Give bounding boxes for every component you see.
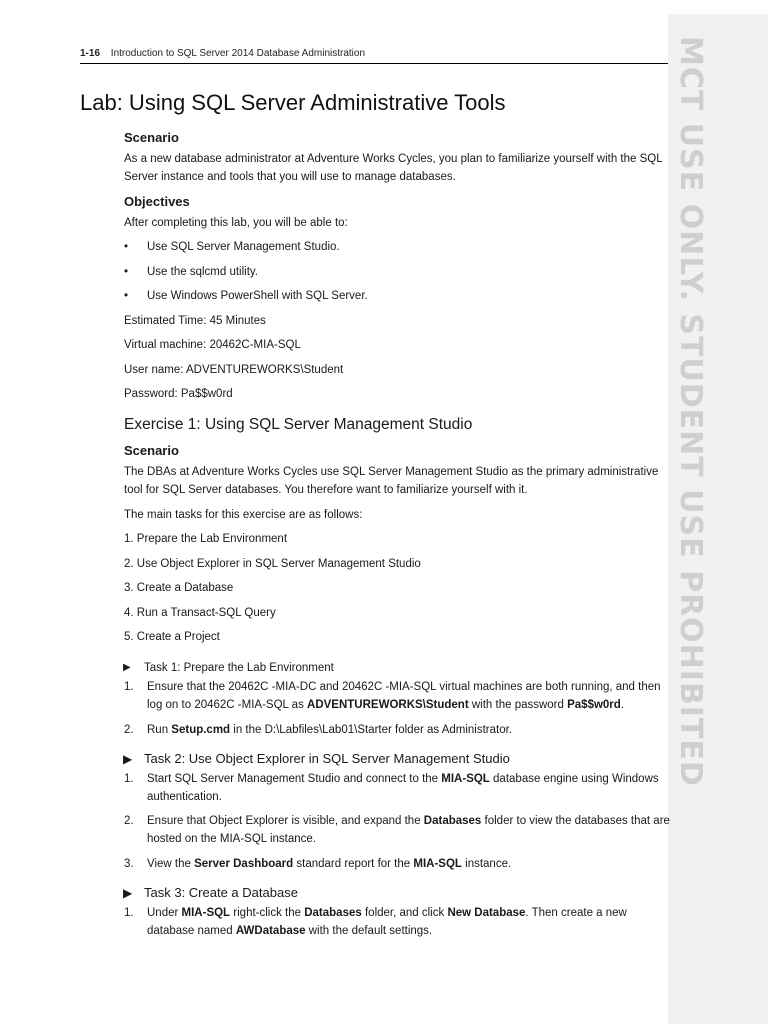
- step-item: 1. Under MIA-SQL right-click the Databases folder, and click New Database. Then create a new database named AWDatabase with the default settings.: [124, 906, 627, 937]
- task1-steps: [124, 678, 672, 739]
- step-item: 2. Ensure that Object Explorer is visible, and expand the Databases folder to view the databases that are hosted on the MIA-SQL instance.: [124, 815, 670, 845]
- list-item: 4. Run a Transact-SQL Query: [124, 606, 276, 619]
- task3-title: Task 3: Create a Database: [144, 884, 298, 900]
- list-item: • Use Windows PowerShell with SQL Server.: [124, 287, 672, 305]
- task2-steps: [124, 770, 672, 873]
- task3-heading: [124, 884, 672, 903]
- scenario-text: As a new database administrator at Adventure Works Cycles, you plan to familiarize yourself with the SQL Server instance and tools that you will use to manage databases.: [124, 153, 663, 183]
- page-number: 1-16: [80, 48, 101, 59]
- objectives-intro: After completing this lab, you will be able to:: [124, 216, 348, 229]
- list-item: 1. Prepare the Lab Environment: [124, 533, 288, 545]
- triangle-bullet-icon: ▶: [123, 662, 131, 673]
- tasks-intro: The main tasks for this exercise are as follows:: [124, 508, 363, 521]
- task1-title: Task 1: Prepare the Lab Environment: [144, 662, 334, 674]
- exercise-title: Exercise 1: Using SQL Server Management Studio: [124, 416, 473, 433]
- step-item: 3. View the Server Dashboard standard report for the MIA-SQL instance.: [124, 857, 512, 870]
- header-rule: [80, 63, 668, 64]
- objectives-list: [124, 238, 672, 305]
- task1-heading: [124, 659, 672, 677]
- task3-steps: [124, 904, 672, 940]
- step-item: 2. Run Setup.cmd in the D:\Labfiles\Lab01\Starter folder as Administrator.: [124, 723, 512, 736]
- list-item: • Use SQL Server Management Studio.: [124, 238, 672, 256]
- step-item: 1. Start SQL Server Management Studio and connect to the MIA-SQL database engine using Windows authentication.: [124, 772, 659, 803]
- exercise-scenario-text: The DBAs at Adventure Works Cycles use SQL Server Management Studio as the primary administrative tool for SQL Server databases. You therefore want to familiarize yourself with it.: [124, 466, 659, 496]
- scenario-heading: Scenario: [124, 130, 179, 145]
- triangle-bullet-icon: ▶: [123, 751, 133, 766]
- virtual-machine: Virtual machine: 20462C-MIA-SQL: [124, 339, 301, 351]
- task2-heading: [124, 750, 672, 769]
- estimated-time: Estimated Time: 45 Minutes: [124, 314, 266, 327]
- page-title: Lab: Using SQL Server Administrative Tools: [80, 90, 506, 115]
- triangle-bullet-icon: ▶: [123, 885, 133, 900]
- list-item: 2. Use Object Explorer in SQL Server Management Studio: [124, 557, 421, 570]
- exercise-scenario-heading: Scenario: [124, 443, 179, 458]
- list-item: 3. Create a Database: [124, 582, 234, 594]
- book-title: Introduction to SQL Server 2014 Database Administration: [110, 48, 366, 59]
- lab-content: [124, 129, 672, 946]
- step-item: 1. Ensure that the 20462C -MIA-DC and 20462C -MIA-SQL virtual machines are both running, and then log on to 20462C -MIA-SQL as ADVENTUREWORKS\Student with the password Pa$$w0rd.: [124, 681, 661, 711]
- user-name: User name: ADVENTUREWORKS\Student: [124, 363, 344, 376]
- list-item: 5. Create a Project: [124, 631, 220, 643]
- list-item: • Use the sqlcmd utility.: [124, 263, 672, 281]
- password: Password: Pa$$w0rd: [124, 388, 233, 400]
- objectives-heading: Objectives: [124, 193, 190, 209]
- task2-title: Task 2: Use Object Explorer in SQL Server Management Studio: [144, 750, 510, 766]
- task-list: [124, 530, 672, 646]
- running-header: [80, 48, 365, 59]
- watermark: MCT USE ONLY. STUDENT USE PROHIBITED: [673, 36, 708, 787]
